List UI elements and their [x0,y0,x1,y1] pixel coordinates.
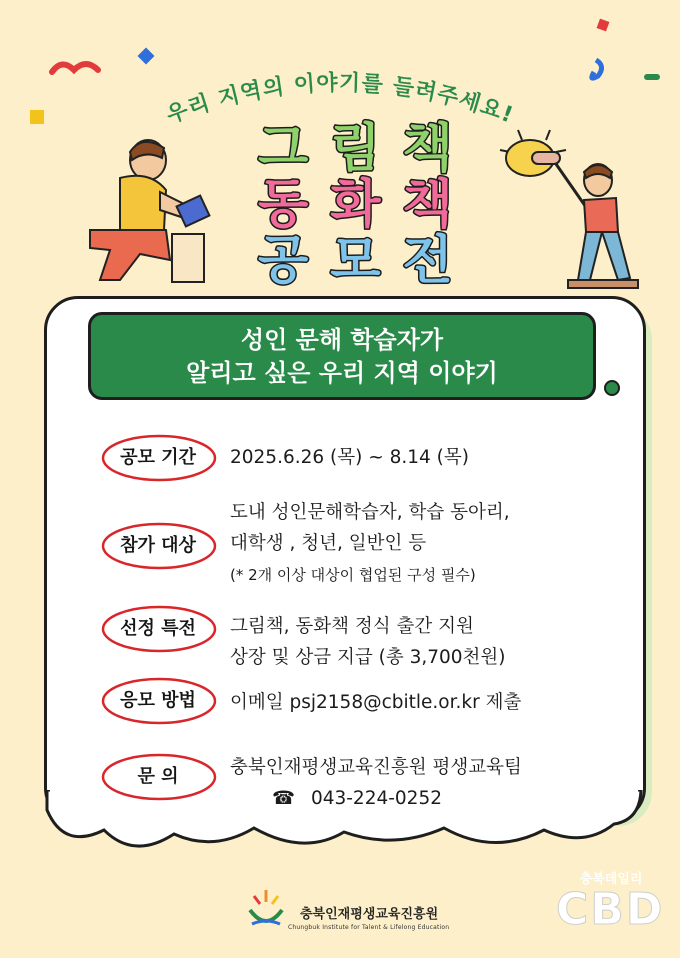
label-contact: 문 의 [137,766,179,787]
painter-illustration [80,130,220,290]
phone-icon: ☎ [272,788,296,809]
eligibility-line-1: 도내 성인문해학습자, 학습 동아리, [230,502,510,523]
green-dot [604,380,620,396]
eligibility-line-2: 대학생 , 청년, 일반인 등 [230,533,427,554]
contact-phone: 043-224-0252 [310,788,442,809]
title-line-2: 동화책 [258,175,475,235]
apply-text: 이메일 psj2158@cbitle.or.kr 제출 [230,692,522,713]
label-period: 공모 기간 [120,447,196,468]
institute-logo-icon [246,888,286,934]
institute-name-en: Chungbuk Institute for Talent & Lifelong Education [288,924,450,931]
banner [88,312,596,400]
institute-name: 충북인재평생교육진흥원 [300,907,439,922]
banner-line-2: 알리고 싶은 우리 지역 이야기 [186,359,498,387]
eligibility-note: (* 2개 이상 대상이 협업된 구성 필수) [230,566,476,584]
label-benefits: 선정 특전 [120,618,196,639]
arc-heading-text: 우리 지역의 이야기를 들려주세요! [163,70,517,129]
watermark-top: 충북데일리 [579,872,643,887]
contact-phone-row [272,783,442,814]
label-apply: 응모 방법 [120,690,196,711]
lightbulb-illustration [480,120,650,295]
label-eligibility: 참가 대상 [120,535,196,556]
contact-org: 충북인재평생교육진흥원 평생교육팀 [230,757,522,778]
watermark [556,868,666,933]
benefits-line-2: 상장 및 상금 지급 (총 3,700천원) [230,647,506,668]
title-line-1: 그림책 [258,119,475,179]
banner-line-1: 성인 문해 학습자가 [240,326,444,354]
benefits-line-1: 그림책, 동화책 정식 출간 지원 [230,616,474,637]
period-text: 2025.6.26 (목) ~ 8.14 (목) [230,447,469,468]
watermark-logo: CBD [556,884,665,935]
title-line-3: 공모전 [258,231,475,291]
